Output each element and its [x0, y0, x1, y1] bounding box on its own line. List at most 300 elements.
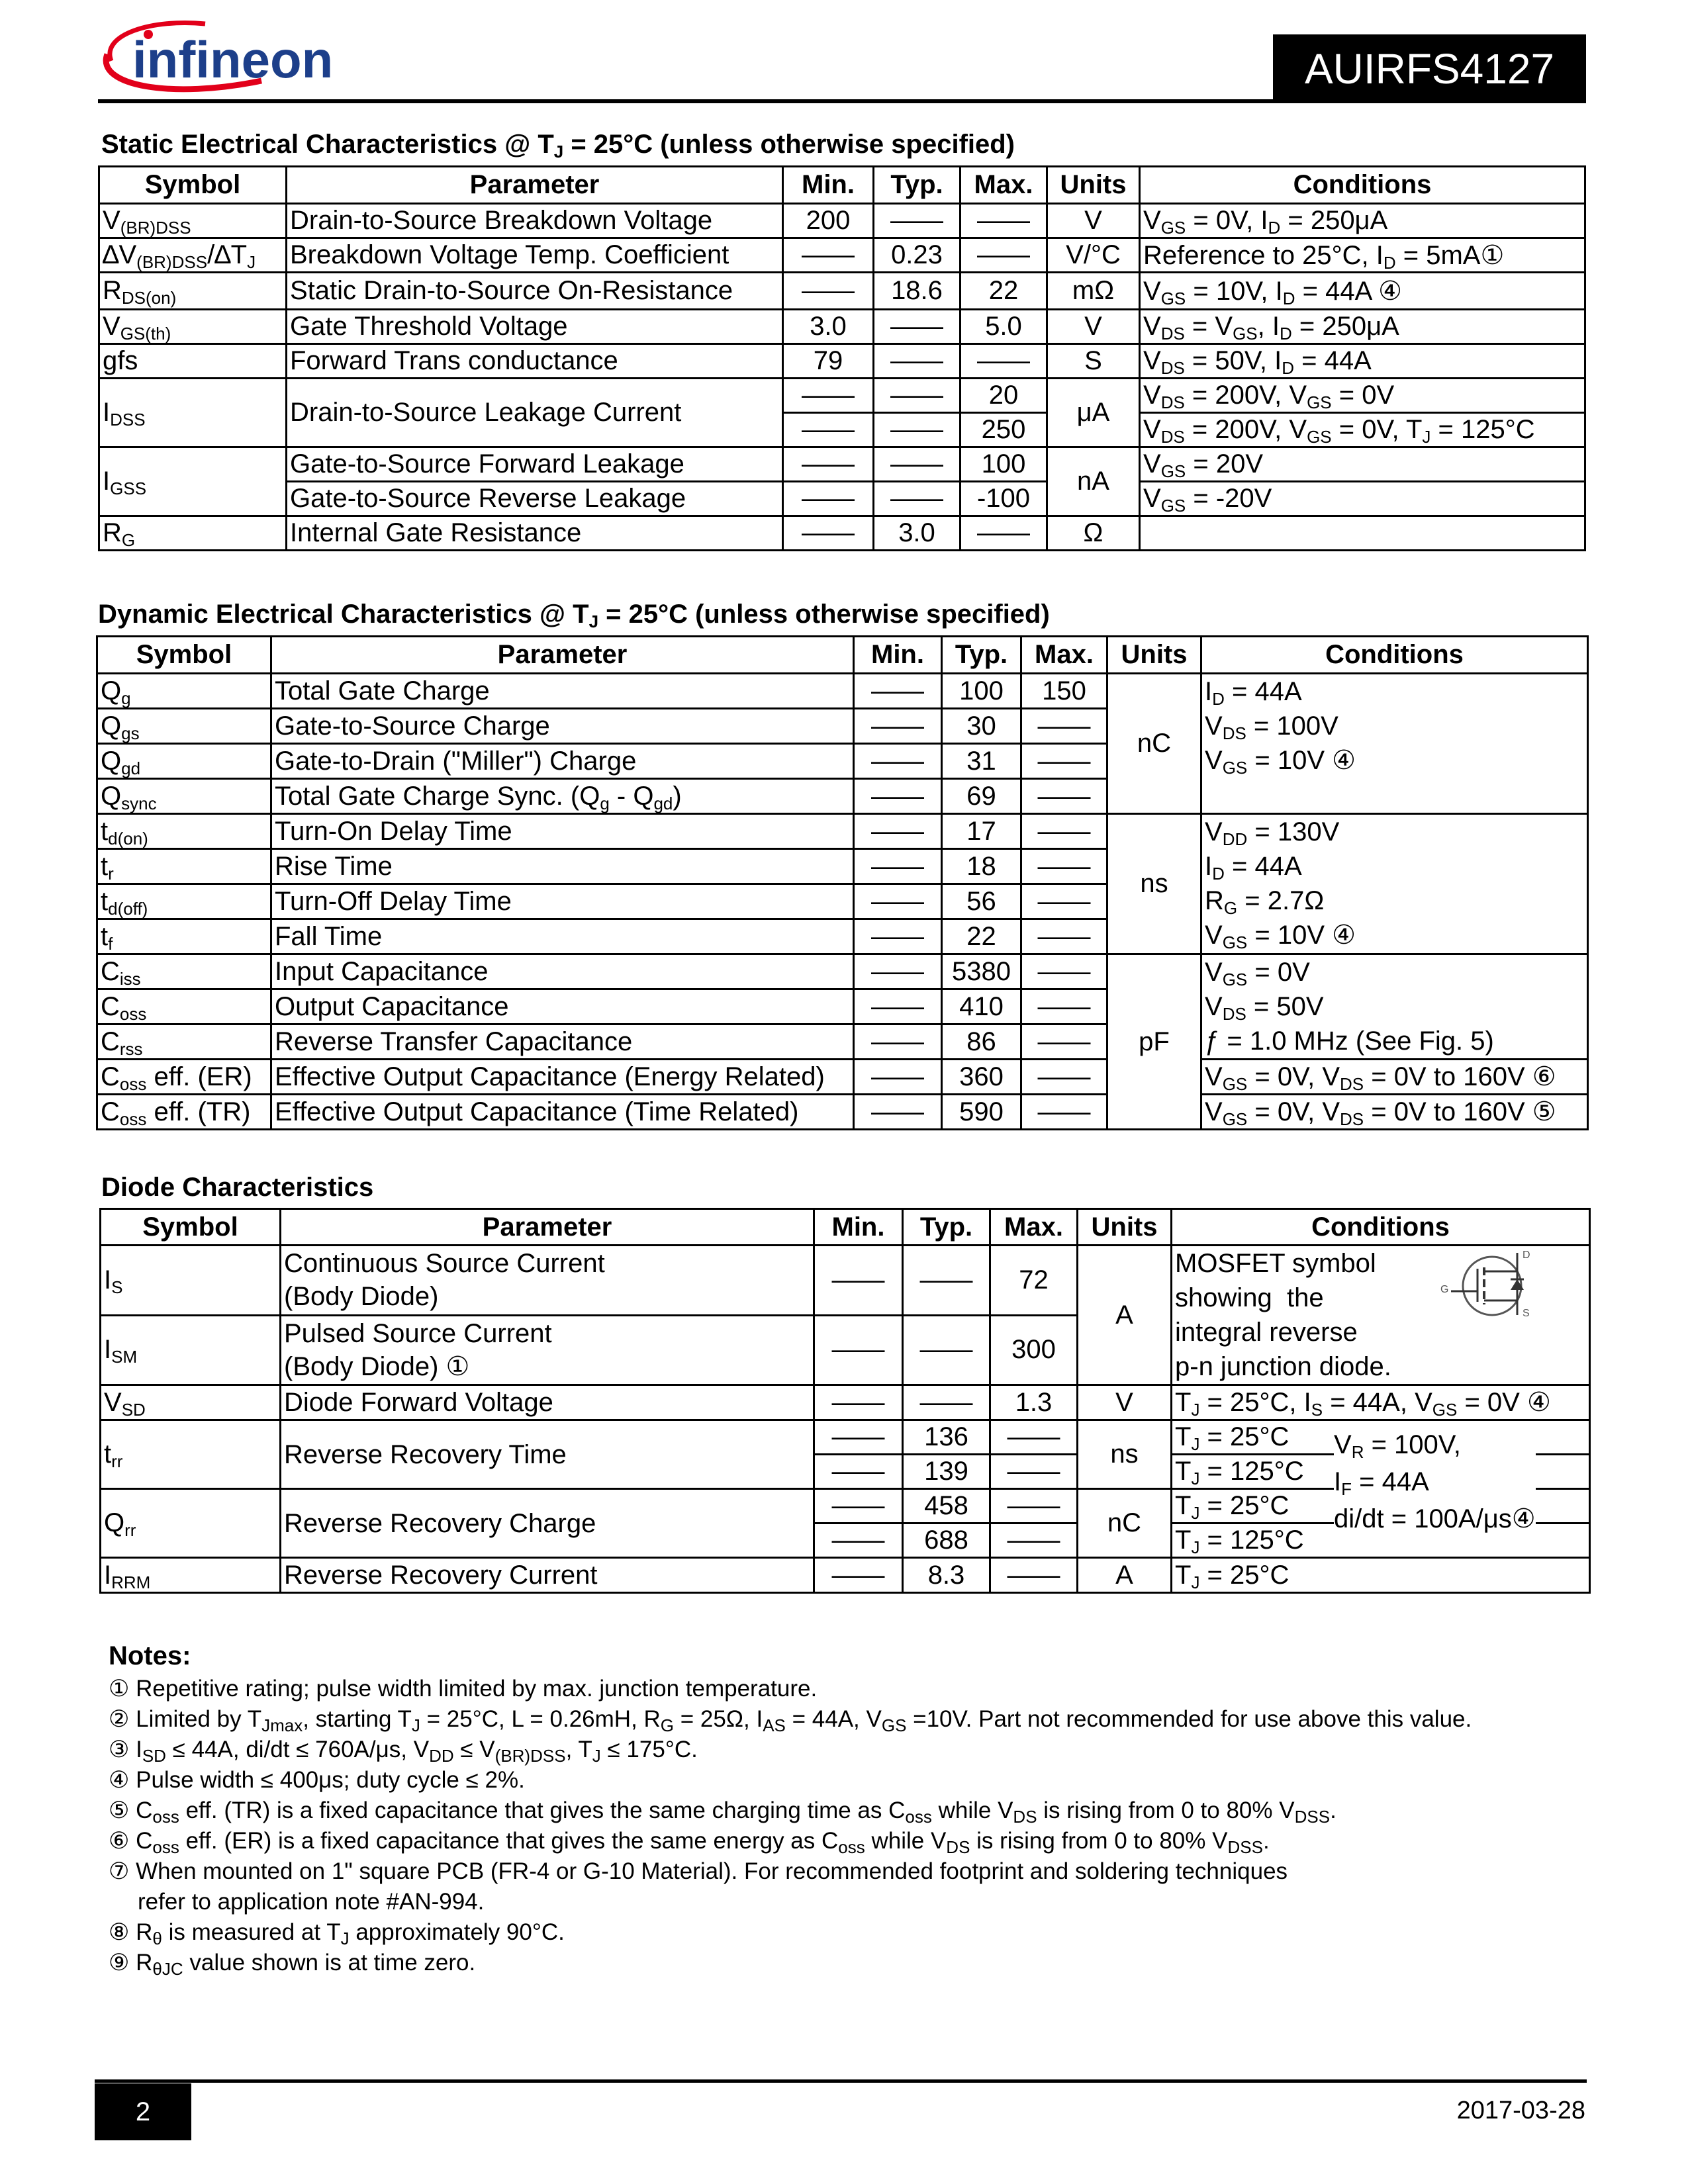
symbol-subscript: (BR)DSS: [136, 252, 208, 272]
max-cell: -100: [961, 482, 1047, 516]
unit-cell: V/°C: [1047, 238, 1140, 273]
table-row: [99, 447, 1585, 482]
notes: [109, 1638, 1605, 1978]
diode-characteristics-table: [99, 1208, 1591, 1594]
parameter-cell: Drain-to-Source Breakdown Voltage: [287, 204, 783, 238]
parameter-cell: Reverse Transfer Capacitance: [271, 1024, 854, 1060]
unit-cell: V: [1047, 310, 1140, 344]
symbol-tail: eff. (ER): [146, 1062, 252, 1091]
min-cell: ——: [854, 779, 942, 814]
note-item: ④ Pulse width ≤ 400μs; duty cycle ≤ 2%.: [109, 1767, 525, 1793]
symbol-cell: [101, 1315, 281, 1385]
min-cell: ——: [854, 814, 942, 849]
column-header: Min.: [814, 1209, 903, 1246]
note-item: ⑨ $R_{\theta JC}$ value shown is at time zero.: [109, 1950, 476, 1979]
symbol-tail: eff. (TR): [146, 1097, 251, 1126]
column-header: Min.: [783, 167, 874, 204]
note-item: ⑧ $R_\theta$ is measured at $T_J$ approximately 90°C.: [109, 1919, 565, 1948]
min-cell: ——: [854, 884, 942, 919]
parameter-cell: Gate Threshold Voltage: [287, 310, 783, 344]
typ-cell: 360: [942, 1060, 1021, 1095]
max-cell: ——: [1021, 849, 1107, 884]
table-row: [101, 1558, 1590, 1593]
symbol-subscript: SM: [111, 1347, 138, 1367]
parameter-cell: Turn-On Delay Time: [271, 814, 854, 849]
conditions-cell: $V_{GS} = 0V$, $I_D = 250\mu A$: [1140, 204, 1585, 238]
min-cell: ——: [854, 1024, 942, 1060]
parameter-cell: Breakdown Voltage Temp. Coefficient: [287, 238, 783, 273]
tj-condition: $T_J = 125^\circ C$: [1175, 1457, 1304, 1488]
max-cell: ——: [990, 1420, 1078, 1455]
symbol-cell: [99, 379, 287, 447]
max-cell: ——: [1021, 919, 1107, 954]
symbol-cell: [97, 849, 271, 884]
parameter-cell: Effective Output Capacitance (Time Related): [271, 1095, 854, 1130]
infineon-logo: [93, 15, 334, 101]
typ-cell: 136: [903, 1420, 990, 1455]
symbol-text: C: [101, 956, 120, 986]
typ-cell: 139: [903, 1455, 990, 1489]
min-cell: ——: [854, 709, 942, 744]
recovery-shared-conditions: $V_R = 100V$, $I_F = 44A$ di/dt = 100A/μs④: [1334, 1426, 1536, 1537]
symbol-cell: [97, 1060, 271, 1095]
min-cell: ——: [814, 1420, 903, 1455]
conditions-cell: Reference to 25°C, $I_D$ = 5mA①: [1140, 238, 1585, 273]
column-header: Max.: [1021, 637, 1107, 674]
symbol-subscript: DSS: [110, 410, 146, 430]
conditions-cell: $V_{DS} = 200V$, $V_{GS} = 0V$, $T_J = 125^\circ C$: [1140, 413, 1585, 447]
typ-cell: 458: [903, 1489, 990, 1524]
symbol-subscript: gs: [121, 723, 140, 743]
typ-cell: ——: [903, 1246, 990, 1316]
symbol-subscript: rr: [124, 1520, 136, 1540]
column-header: Symbol: [99, 167, 287, 204]
typ-cell: 100: [942, 674, 1021, 709]
min-cell: ——: [854, 674, 942, 709]
max-cell: 100: [961, 447, 1047, 482]
column-header: Symbol: [101, 1209, 281, 1246]
typ-cell: ——: [874, 482, 961, 516]
parameter-cell: Diode Forward Voltage: [281, 1385, 814, 1420]
symbol-cell: [101, 1246, 281, 1316]
symbol-cell: [97, 1095, 271, 1130]
conditions-cell: [1172, 1558, 1590, 1593]
min-cell: ——: [814, 1558, 903, 1593]
table-row: [97, 954, 1588, 989]
symbol-cell: [99, 447, 287, 516]
max-cell: ——: [1021, 884, 1107, 919]
footer-rule: [95, 2079, 1587, 2083]
max-cell: 20: [961, 379, 1047, 413]
table-row: [101, 1420, 1590, 1455]
max-cell: ——: [961, 344, 1047, 379]
conditions-cell: $T_J = 25^\circ C$, $I_S = 44A$, $V_{GS} = 0V$ ④: [1172, 1385, 1590, 1420]
typ-cell: 410: [942, 989, 1021, 1024]
symbol-text: Q: [104, 1508, 125, 1537]
max-cell: 250: [961, 413, 1047, 447]
min-cell: ——: [854, 989, 942, 1024]
min-cell: ——: [814, 1385, 903, 1420]
symbol-cell: [97, 814, 271, 849]
symbol-subscript: oss: [119, 1109, 147, 1129]
max-cell: 300: [990, 1315, 1078, 1385]
typ-cell: ——: [874, 344, 961, 379]
parameter-cell: Static Drain-to-Source On-Resistance: [287, 273, 783, 310]
typ-cell: ——: [903, 1315, 990, 1385]
symbol-cell: [101, 1385, 281, 1420]
symbol-cell: [97, 779, 271, 814]
logo-text: infineon: [132, 30, 334, 89]
parameter-cell: Rise Time: [271, 849, 854, 884]
symbol-cell: [97, 989, 271, 1024]
symbol-cell: [97, 954, 271, 989]
column-header: Units: [1047, 167, 1140, 204]
column-header: Max.: [990, 1209, 1078, 1246]
min-cell: ——: [814, 1524, 903, 1558]
parameter-cell: Continuous Source Current (Body Diode): [281, 1246, 814, 1316]
typ-cell: ——: [874, 310, 961, 344]
note-item: ③ $I_{SD} \le 44A$, di/dt ≤ 760A/μs, $V_{DD} \le V_{(BR)DSS}$, $T_J \le 175^\circ C$.: [109, 1737, 698, 1766]
column-header: Units: [1078, 1209, 1172, 1246]
column-header: Conditions: [1201, 637, 1588, 674]
unit-cell: V: [1078, 1385, 1172, 1420]
dynamic-title: Dynamic Electrical Characteristics @ $T_J = 25^\circ C$ (unless otherwise specified): [98, 600, 1050, 631]
symbol-text: t: [104, 1439, 112, 1469]
typ-cell: ——: [874, 447, 961, 482]
symbol-cell: [99, 310, 287, 344]
min-cell: ——: [783, 516, 874, 551]
header-rule: [98, 99, 1585, 103]
symbol-subscript: DS(on): [121, 288, 177, 308]
typ-cell: 69: [942, 779, 1021, 814]
min-cell: ——: [783, 413, 874, 447]
parameter-cell: Turn-Off Delay Time: [271, 884, 854, 919]
typ-cell: 590: [942, 1095, 1021, 1130]
typ-cell: ——: [874, 204, 961, 238]
conditions-cell: $V_{DS} = V_{GS}$, $I_D = 250\mu A$: [1140, 310, 1585, 344]
max-cell: ——: [961, 516, 1047, 551]
unit-cell: V: [1047, 204, 1140, 238]
max-cell: ——: [961, 238, 1047, 273]
max-cell: 1.3: [990, 1385, 1078, 1420]
parameter-cell: Total Gate Charge Sync. $(Q_g - Q_{gd})$: [271, 779, 854, 814]
max-cell: ——: [990, 1489, 1078, 1524]
note-item: ⑤ $C_{oss}$ eff. (TR) is a fixed capacitance that gives the same charging time as $C_{oss}$ while $V_{DS}$ is rising from 0 to 80% $V_{DSS}$.: [109, 1797, 1336, 1827]
table-row: [99, 238, 1585, 273]
symbol-cell: [101, 1420, 281, 1489]
table-row: [99, 379, 1585, 413]
static-title: Static Electrical Characteristics @ $T_J = 25^\circ C$ (unless otherwise specified): [101, 130, 1015, 161]
symbol-tail: /∆T: [207, 240, 248, 269]
table-row: [99, 273, 1585, 310]
min-cell: ——: [783, 482, 874, 516]
typ-cell: 22: [942, 919, 1021, 954]
dynamic-characteristics-table: [96, 635, 1589, 1130]
tj-condition: $T_J = 25^\circ C$: [1175, 1422, 1289, 1454]
notes-title: Notes:: [109, 1641, 191, 1670]
symbol-text: Q: [101, 676, 122, 705]
conditions-cell: $V_{DS} = 50V$, $I_D = 44A$: [1140, 344, 1585, 379]
table-row: [99, 344, 1585, 379]
min-cell: ——: [854, 744, 942, 779]
parameter-cell: Drain-to-Source Leakage Current: [287, 379, 783, 447]
symbol-subscript: S: [111, 1277, 123, 1297]
tj-condition: $T_J = 25^\circ C$: [1175, 1491, 1289, 1523]
max-cell: ——: [1021, 954, 1107, 989]
symbol-cell: [99, 344, 287, 379]
min-cell: ——: [854, 954, 942, 989]
min-cell: 3.0: [783, 310, 874, 344]
symbol-subscript: iss: [119, 968, 141, 989]
table-row: [101, 1246, 1590, 1316]
symbol-subscript: g: [121, 688, 131, 708]
max-cell: 22: [961, 273, 1047, 310]
symbol-text: Q: [101, 746, 122, 776]
max-cell: ——: [990, 1558, 1078, 1593]
parameter-cell: Input Capacitance: [271, 954, 854, 989]
symbol-text: t: [101, 851, 109, 881]
table-row: [99, 482, 1585, 516]
table-row: [97, 1060, 1588, 1095]
conditions-cell: $V_{GS} = 10V$, $I_D = 44A$ ④: [1140, 273, 1585, 310]
mosfet-terminal-label: S: [1523, 1308, 1530, 1319]
column-header: Min.: [854, 637, 942, 674]
conditions-cell: $V_{GS} = 0V$ $V_{DS} = 50V$ ƒ = 1.0 MHz (See Fig. 5): [1201, 954, 1588, 1060]
typ-cell: ——: [874, 413, 961, 447]
symbol-cell: [97, 709, 271, 744]
table-row: [99, 516, 1585, 551]
table-row: [99, 204, 1585, 238]
parameter-cell: Gate-to-Source Reverse Leakage: [287, 482, 783, 516]
unit-cell: S: [1047, 344, 1140, 379]
symbol-text: I: [103, 467, 111, 496]
note-item: ① Repetitive rating; pulse width limited by max. junction temperature.: [109, 1676, 818, 1702]
symbol-text: Q: [101, 781, 122, 811]
symbol-text: I: [104, 1560, 112, 1590]
min-cell: ——: [814, 1246, 903, 1316]
conditions-cell: $I_D = 44A$ $V_{DS} = 100V$ $V_{GS} = 10V$ ④: [1201, 674, 1588, 814]
symbol-subscript: RRM: [111, 1572, 151, 1592]
max-cell: ——: [1021, 709, 1107, 744]
page-number: 2: [95, 2083, 191, 2140]
symbol-subscript: rr: [111, 1451, 123, 1471]
unit-cell: mΩ: [1047, 273, 1140, 310]
column-header: Max.: [961, 167, 1047, 204]
static-characteristics-table: [98, 165, 1586, 551]
parameter-cell: Fall Time: [271, 919, 854, 954]
unit-cell: pF: [1107, 954, 1201, 1130]
parameter-cell: Forward Trans conductance: [287, 344, 783, 379]
typ-cell: 5380: [942, 954, 1021, 989]
parameter-cell: Total Gate Charge: [271, 674, 854, 709]
typ-cell: 688: [903, 1524, 990, 1558]
symbol-text: V: [103, 312, 120, 341]
unit-cell: nC: [1078, 1489, 1172, 1558]
symbol-text: t: [101, 816, 109, 846]
part-number: AUIRFS4127: [1273, 34, 1586, 103]
symbol-subscript: d(off): [108, 898, 148, 919]
note-item: ② Limited by $T_{Jmax}$, starting $T_J = 25^\circ C$, L = 0.26mH, $R_G = 25\Omega$, $I_{AS} = 44A$, $V_{GS} =10V$. Part not recommended for use above this value.: [109, 1706, 1472, 1735]
symbol-text: V: [104, 1387, 122, 1417]
parameter-cell: Gate-to-Drain ("Miller") Charge: [271, 744, 854, 779]
max-cell: ——: [1021, 989, 1107, 1024]
parameter-cell: Internal Gate Resistance: [287, 516, 783, 551]
max-cell: ——: [990, 1455, 1078, 1489]
symbol-cell: [97, 919, 271, 954]
symbol-text: I: [104, 1335, 112, 1365]
typ-cell: 56: [942, 884, 1021, 919]
min-cell: ——: [854, 1060, 942, 1095]
mosfet-terminal-label: G: [1440, 1284, 1449, 1295]
symbol-cell: [99, 204, 287, 238]
typ-cell: 30: [942, 709, 1021, 744]
symbol-text: V: [103, 206, 120, 235]
min-cell: ——: [854, 919, 942, 954]
column-header: Parameter: [287, 167, 783, 204]
column-header: Conditions: [1140, 167, 1585, 204]
symbol-cell: [97, 744, 271, 779]
symbol-tail-subscript: J: [247, 252, 256, 272]
symbol-cell: [101, 1489, 281, 1558]
unit-cell: Ω: [1047, 516, 1140, 551]
parameter-cell: Output Capacitance: [271, 989, 854, 1024]
symbol-cell: [101, 1558, 281, 1593]
min-cell: ——: [783, 379, 874, 413]
column-header: Symbol: [97, 637, 271, 674]
unit-cell: nC: [1107, 674, 1201, 814]
note-item: ⑥ $C_{oss}$ eff. (ER) is a fixed capacitance that gives the same energy as $C_{oss}$ while $V_{DS}$ is rising from 0 to 80% $V_{DSS}$.: [109, 1828, 1270, 1857]
unit-cell: ns: [1078, 1420, 1172, 1489]
mosfet-caption: MOSFET symbol showing the integral reverse p-n junction diode.: [1175, 1249, 1391, 1381]
column-header: Typ.: [942, 637, 1021, 674]
max-cell: ——: [1021, 1060, 1107, 1095]
symbol-text: t: [101, 921, 109, 951]
symbol-subscript: gd: [121, 758, 141, 778]
symbol-cell: [97, 1024, 271, 1060]
symbol-subscript: oss: [119, 1003, 147, 1024]
min-cell: ——: [814, 1489, 903, 1524]
column-header: Parameter: [271, 637, 854, 674]
unit-cell: ns: [1107, 814, 1201, 954]
parameter-cell: Gate-to-Source Charge: [271, 709, 854, 744]
revision-date: 2017-03-28: [1456, 2097, 1585, 2124]
min-cell: ——: [783, 238, 874, 273]
symbol-subscript: d(on): [108, 828, 148, 848]
typ-cell: 18: [942, 849, 1021, 884]
typ-cell: 18.6: [874, 273, 961, 310]
symbol-subscript: rss: [119, 1038, 143, 1059]
symbol-text: R: [103, 518, 122, 547]
symbol-text: C: [101, 1062, 120, 1091]
parameter-cell: Reverse Recovery Charge: [281, 1489, 814, 1558]
conditions-cell: $V_{DS} = 200V$, $V_{GS} = 0V$: [1140, 379, 1585, 413]
max-cell: ——: [1021, 814, 1107, 849]
symbol-subscript: r: [108, 863, 114, 884]
conditions-cell: $V_{GS} = -20V$: [1140, 482, 1585, 516]
typ-cell: 17: [942, 814, 1021, 849]
table-row: [97, 674, 1588, 709]
diode-title: Diode Characteristics: [101, 1173, 374, 1202]
symbol-subscript: GSS: [110, 478, 147, 498]
symbol-subscript: oss: [119, 1073, 147, 1094]
max-cell: ——: [990, 1524, 1078, 1558]
conditions-cell: $V_{DD} = 130V$ $I_D = 44A$ $R_G = 2.7\Omega$ $V_{GS} = 10V$ ④: [1201, 814, 1588, 954]
column-header: Units: [1107, 637, 1201, 674]
symbol-cell: [99, 516, 287, 551]
parameter-cell: Pulsed Source Current (Body Diode) ①: [281, 1315, 814, 1385]
table-row: [97, 1095, 1588, 1130]
max-cell: 5.0: [961, 310, 1047, 344]
symbol-text: R: [103, 276, 122, 305]
typ-cell: 3.0: [874, 516, 961, 551]
column-header: Parameter: [281, 1209, 814, 1246]
symbol-cell: [99, 273, 287, 310]
max-cell: ——: [1021, 1024, 1107, 1060]
symbol-cell: [97, 674, 271, 709]
symbol-text: t: [101, 886, 109, 916]
conditions-cell: [1140, 516, 1585, 551]
min-cell: 79: [783, 344, 874, 379]
symbol-text: Q: [101, 711, 122, 741]
typ-cell: 0.23: [874, 238, 961, 273]
symbol-text: I: [104, 1265, 112, 1295]
unit-cell: A: [1078, 1558, 1172, 1593]
unit-cell: μA: [1047, 379, 1140, 447]
typ-cell: ——: [903, 1385, 990, 1420]
typ-cell: 31: [942, 744, 1021, 779]
min-cell: ——: [783, 447, 874, 482]
symbol-subscript: (BR)DSS: [120, 218, 191, 238]
max-cell: 72: [990, 1246, 1078, 1316]
unit-cell: A: [1078, 1246, 1172, 1385]
symbol-cell: [99, 238, 287, 273]
table-row: [101, 1385, 1590, 1420]
symbol-subscript: sync: [121, 793, 157, 813]
parameter-cell: Reverse Recovery Current: [281, 1558, 814, 1593]
symbol-subscript: f: [108, 933, 113, 954]
max-cell: ——: [1021, 779, 1107, 814]
min-cell: 200: [783, 204, 874, 238]
symbol-text: gfs: [103, 346, 138, 375]
min-cell: ——: [854, 1095, 942, 1130]
typ-cell: 86: [942, 1024, 1021, 1060]
max-cell: ——: [1021, 744, 1107, 779]
column-header: Typ.: [903, 1209, 990, 1246]
conditions-cell: $V_{GS} = 0V$, $V_{DS} = 0V$ to 160V ⑤: [1201, 1095, 1588, 1130]
conditions-cell: $V_{GS} = 20V$: [1140, 447, 1585, 482]
parameter-cell: Gate-to-Source Forward Leakage: [287, 447, 783, 482]
table-row: [99, 310, 1585, 344]
conditions-cell: $V_{GS} = 0V$, $V_{DS} = 0V$ to 160V ⑥: [1201, 1060, 1588, 1095]
column-header: Conditions: [1172, 1209, 1590, 1246]
conditions-cell: [1172, 1246, 1590, 1385]
symbol-cell: [97, 884, 271, 919]
tj-condition: $T_J = 125^\circ C$: [1175, 1525, 1304, 1557]
symbol-text: I: [103, 398, 111, 427]
symbol-text: C: [101, 991, 120, 1021]
symbol-subscript: GS(th): [120, 324, 171, 343]
typ-cell: 8.3: [903, 1558, 990, 1593]
note-item: ⑦ When mounted on 1" square PCB (FR-4 or G-10 Material). For recommended footprint and soldering techniques refer to application note #AN-994.: [109, 1858, 1288, 1915]
parameter-cell: Reverse Recovery Time: [281, 1420, 814, 1489]
max-cell: ——: [1021, 1095, 1107, 1130]
min-cell: ——: [814, 1455, 903, 1489]
unit-cell: nA: [1047, 447, 1140, 516]
symbol-subscript: SD: [121, 1399, 146, 1420]
symbol-text: C: [101, 1097, 120, 1126]
min-cell: ——: [783, 273, 874, 310]
mosfet-symbol-icon: [1438, 1249, 1550, 1318]
